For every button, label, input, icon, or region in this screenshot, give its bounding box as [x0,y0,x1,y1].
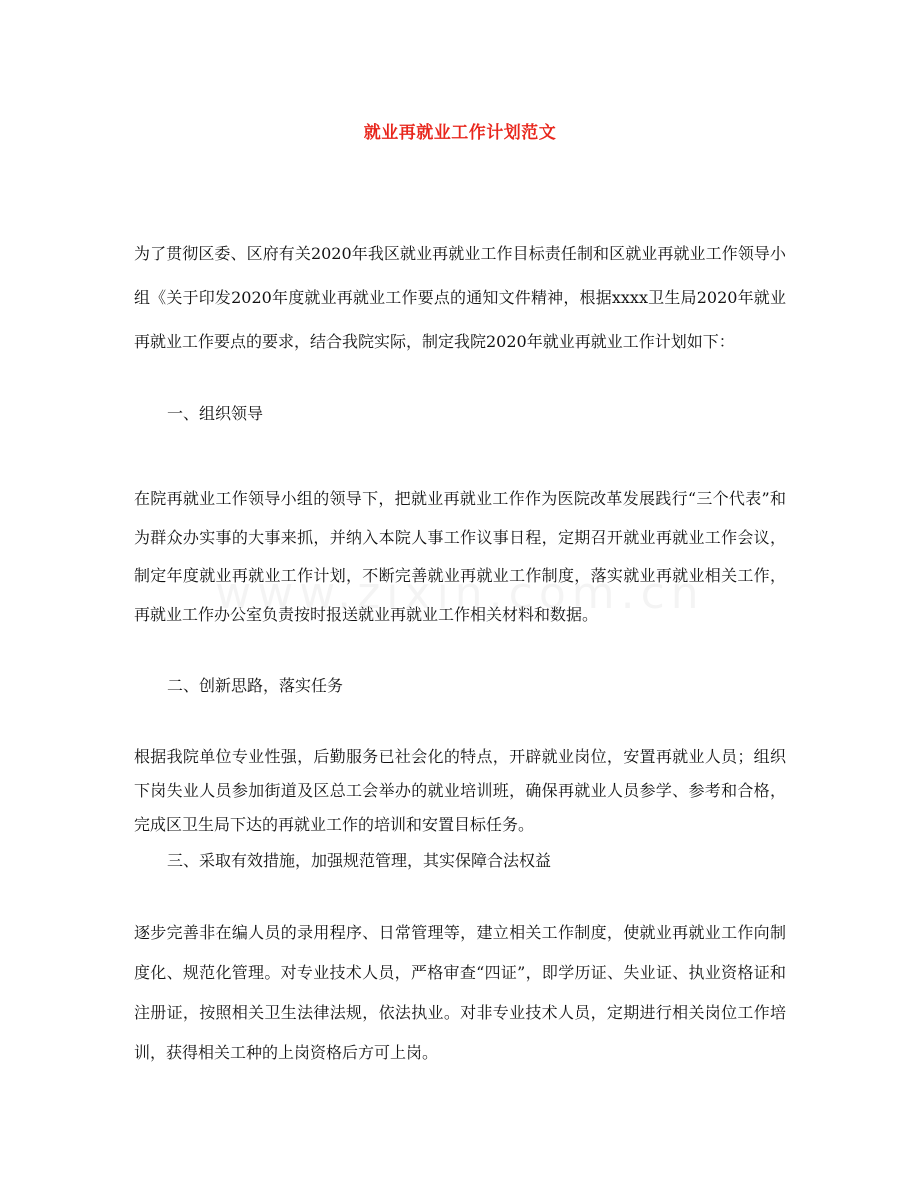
section-body-1: 在院再就业工作领导小组的领导下，把就业再就业工作作为医院改革发展践行“三个代表”和为群众办实事的大事来抓，并纳入本院人事工作议事日程，定期召开就业再就业工作会议，制定年度就业再就业工作计划，不断完善就业再就业工作制度，落实就业再就业相关工作，再就业工作办公室负责按时报送就业再就业工作相关材料和数据。 [134,489,786,624]
intro-paragraph: 为了贯彻区委、区府有关2020年我区就业再就业工作目标责任制和区就业再就业工作领导小组《关于印发2020年度就业再就业工作要点的通知文件精神，根据xxxx卫生局2020年就业再就业工作要点的要求，结合我院实际，制定我院2020年就业再就业工作计划如下： [134,244,786,351]
section-body-3: 逐步完善非在编人员的录用程序、日常管理等，建立相关工作制度，使就业再就业工作向制度化、规范化管理。对专业技术人员，严格审查“四证”，即学历证、失业证、执业资格证和注册证，按照相关卫生法律法规，依法执业。对非专业技术人员，定期进行相关岗位工作培训，获得相关工种的上岗资格后方可上岗。 [134,923,786,1062]
section-heading-1: 一、组织领导 [167,404,264,423]
section-body-2: 根据我院单位专业性强，后勤服务已社会化的特点，开辟就业岗位，安置再就业人员；组织下岗失业人员参加街道及区总工会举办的就业培训班，确保再就业人员参学、参考和合格，完成区卫生局下达的再就业工作的培训和安置目标任务。 [134,747,786,834]
section-heading-2: 二、创新思路，落实任务 [167,676,344,695]
section-heading-3: 三、采取有效措施，加强规范管理，其实保障合法权益 [167,851,552,870]
document-title: 就业再就业工作计划范文 [363,123,557,143]
